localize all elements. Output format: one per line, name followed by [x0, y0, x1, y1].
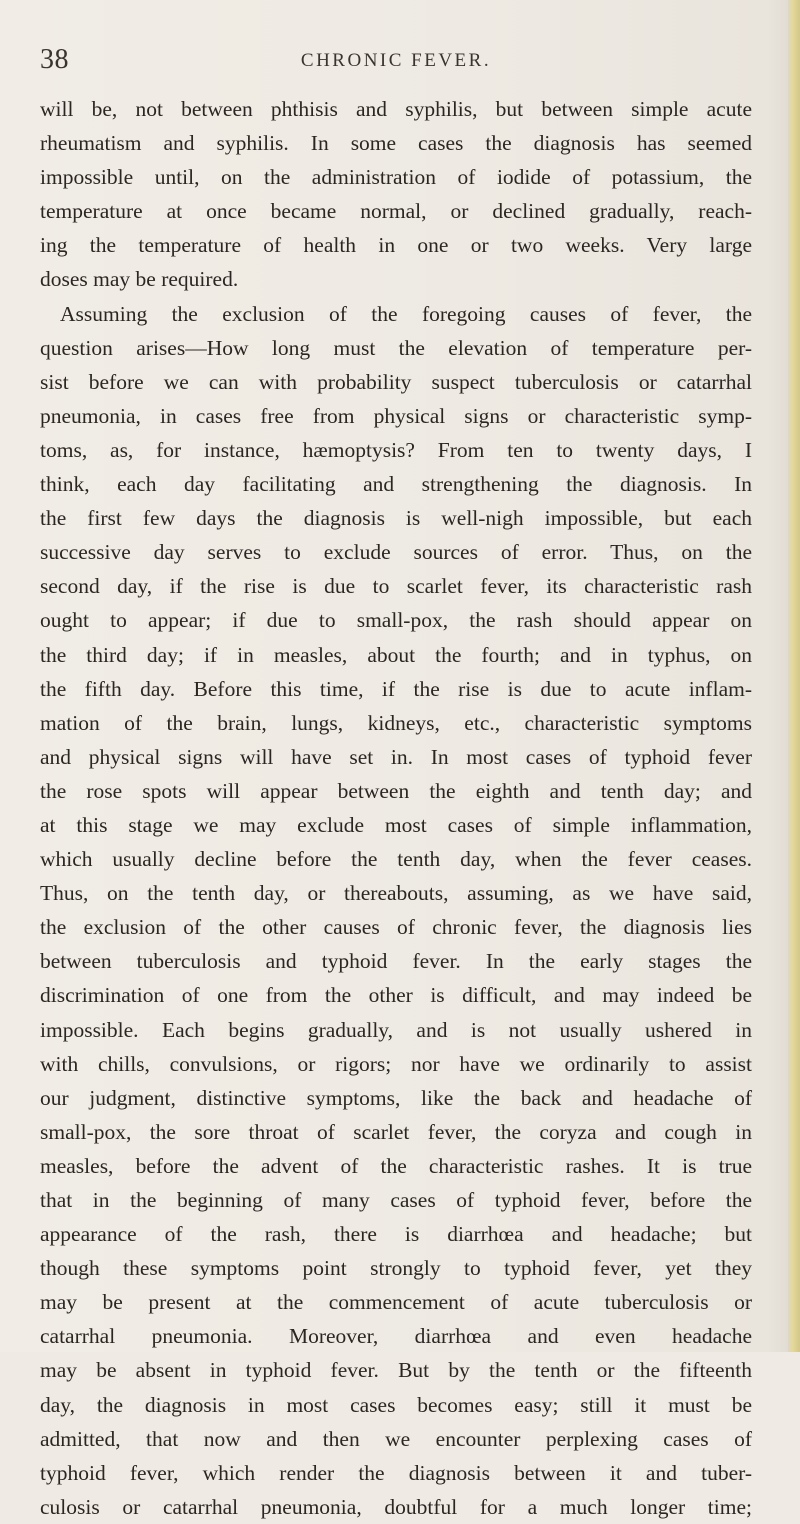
- body-text: [40, 92, 752, 1524]
- text-line: small-pox, the sore throat of scarlet fever, the coryza and cough in: [40, 1119, 752, 1144]
- text-line: day, the diagnosis in most cases becomes easy; still it must be: [40, 1392, 752, 1417]
- text-line: may be present at the commencement of acute tuberculosis or: [40, 1290, 752, 1315]
- text-line: with chills, convulsions, or rigors; nor have we ordinarily to assist: [40, 1051, 752, 1076]
- text-line: Assuming the exclusion of the foregoing causes of fever, the: [60, 301, 752, 326]
- text-line: admitted, that now and then we encounter perplexing cases of: [40, 1426, 752, 1451]
- text-line: will be, not between phthisis and syphilis, but between simple acute: [40, 97, 752, 121]
- text-line: second day, if the rise is due to scarlet fever, its characteristic rash: [40, 574, 752, 599]
- text-line: and physical signs will have set in. In most cases of typhoid fever: [40, 744, 752, 769]
- text-line: successive day serves to exclude sources of error. Thus, on the: [40, 540, 752, 565]
- paragraph: [40, 92, 752, 297]
- text-line: between tuberculosis and typhoid fever. In the early stages the: [40, 949, 752, 974]
- text-line: question arises—How long must the elevation of temperature per-: [40, 335, 752, 360]
- text-line: which usually decline before the tenth day, when the fever ceases.: [40, 847, 752, 872]
- text-line: catarrhal pneumonia. Moreover, diarrhœa and even headache: [40, 1324, 752, 1349]
- text-line: the rose spots will appear between the eighth and tenth day; and: [40, 778, 752, 803]
- text-line: Thus, on the tenth day, or thereabouts, assuming, as we have said,: [40, 881, 752, 906]
- text-line: the exclusion of the other causes of chronic fever, the diagnosis lies: [40, 915, 752, 940]
- page-edge: [788, 0, 800, 1352]
- text-line: discrimination of one from the other is difficult, and may indeed be: [40, 983, 752, 1008]
- text-line: impossible. Each begins gradually, and is not usually ushered in: [40, 1017, 752, 1042]
- text-line: the fifth day. Before this time, if the rise is due to acute inflam-: [40, 676, 752, 701]
- text-line: think, each day facilitating and strengthening the diagnosis. In: [40, 472, 752, 497]
- text-line: though these symptoms point strongly to typhoid fever, yet they: [40, 1256, 752, 1281]
- paragraph: [40, 297, 752, 1524]
- text-line: pneumonia, in cases free from physical signs or characteristic symp-: [40, 403, 752, 428]
- text-line: measles, before the advent of the characteristic rashes. It is true: [40, 1153, 752, 1178]
- text-line: sist before we can with probability suspect tuberculosis or catarrhal: [40, 369, 752, 394]
- text-line: doses may be required.: [40, 267, 239, 292]
- text-line: ought to appear; if due to small-pox, the rash should appear on: [40, 608, 752, 633]
- text-line: temperature at once became normal, or declined gradually, reach-: [40, 199, 752, 224]
- text-line: appearance of the rash, there is diarrhœa and headache; but: [40, 1222, 752, 1247]
- text-line: culosis or catarrhal pneumonia, doubtful for a much longer time;: [40, 1494, 752, 1519]
- text-line: our judgment, distinctive symptoms, like the back and headache of: [40, 1085, 752, 1110]
- text-line: impossible until, on the administration of iodide of potassium, the: [40, 165, 752, 190]
- page-number: 38: [40, 44, 69, 75]
- text-line: at this stage we may exclude most cases of simple inflammation,: [40, 812, 752, 837]
- text-line: mation of the brain, lungs, kidneys, etc., characteristic symptoms: [40, 710, 752, 735]
- text-line: typhoid fever, which render the diagnosis between it and tuber-: [40, 1460, 752, 1485]
- page-header: [40, 44, 752, 84]
- text-line: the third day; if in measles, about the fourth; and in typhus, on: [40, 642, 752, 667]
- text-line: that in the beginning of many cases of typhoid fever, before the: [40, 1188, 752, 1212]
- text-line: may be absent in typhoid fever. But by the tenth or the fifteenth: [40, 1358, 752, 1383]
- text-line: rheumatism and syphilis. In some cases the diagnosis has seemed: [40, 131, 752, 156]
- text-line: toms, as, for instance, hæmoptysis? From ten to twenty days, I: [40, 437, 752, 462]
- text-line: ing the temperature of health in one or two weeks. Very large: [40, 233, 752, 258]
- running-head: CHRONIC FEVER.: [300, 50, 492, 71]
- text-line: the first few days the diagnosis is well-nigh impossible, but each: [40, 506, 752, 531]
